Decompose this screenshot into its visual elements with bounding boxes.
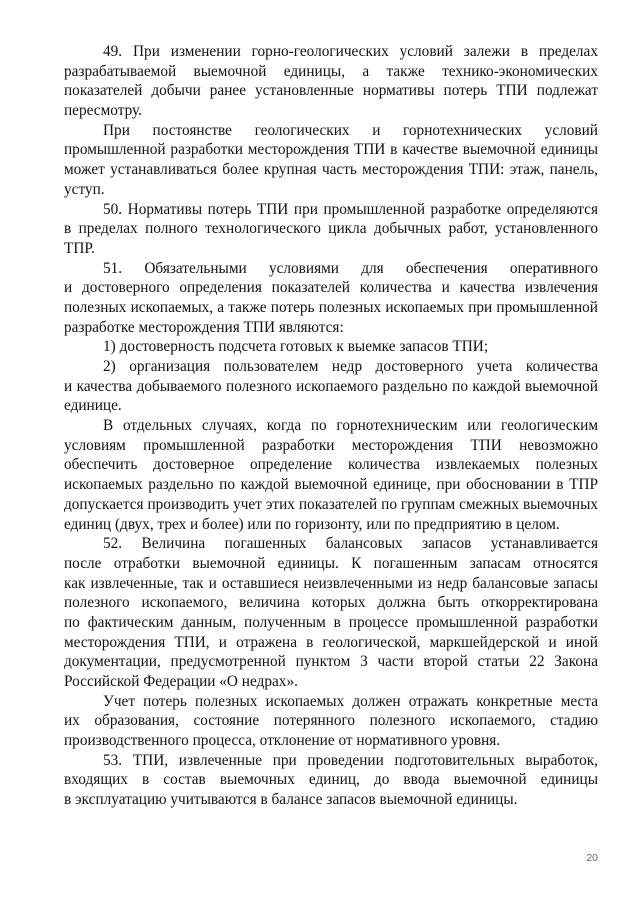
- text-line: Российской Федерации «О недрах».: [64, 673, 298, 690]
- text-line: 2) организация пользователем недр достоверного учета количества: [103, 358, 598, 375]
- text-line: 51. Обязательными условиями для обеспечения оперативного: [103, 259, 598, 277]
- text-line: разрабатываемой выемочной единицы, а также технико-экономических: [64, 62, 598, 80]
- text-line: как извлеченные, так и оставшиеся неизвлеченными из недр балансовые запасы: [64, 574, 598, 592]
- paragraph-51-exceptions: [64, 416, 598, 534]
- paragraph-50: [64, 200, 598, 259]
- text-line: единиц (двух, трех и более) или по горизонту, или по предприятию в целом.: [64, 515, 560, 533]
- text-line: разработке месторождения ТПИ являются:: [64, 318, 344, 336]
- text-line: 49. При изменении горно-геологических условий залежи в пределах: [103, 43, 598, 60]
- text-line: промышленной разработки месторождения ТПИ в качестве выемочной единицы: [64, 141, 598, 159]
- text-line: документации, предусмотренной пунктом 3 части второй статьи 22 Закона: [64, 653, 598, 671]
- paragraph-53: [64, 751, 598, 810]
- paragraph-49: [64, 42, 598, 121]
- text-line: 52. Величина погашенных балансовых запасов устанавливается: [103, 535, 598, 553]
- page-number: 20: [586, 852, 598, 864]
- text-line: в эксплуатацию учитываются в балансе запасов выемочной единицы.: [64, 791, 518, 809]
- text-line: в пределах полного технологического цикла добычных работ, установленного: [64, 220, 598, 238]
- text-line: 53. ТПИ, извлеченные при проведении подготовительных выработок,: [103, 751, 598, 769]
- list-item-2: [64, 357, 598, 416]
- text-line: входящих в состав выемочных единиц, до ввода выемочной единицы: [64, 771, 598, 789]
- list-item-1: [64, 337, 598, 357]
- paragraph-52: [64, 534, 598, 692]
- text-line: по фактическим данным, полученным в процессе промышленной разработки: [64, 613, 598, 631]
- text-line: В отдельных случаях, когда по горнотехническим или геологическим: [103, 417, 598, 435]
- text-line: месторождения ТПИ, и отражена в геологической, маркшейдерской и иной: [64, 633, 598, 651]
- text-line: 1) достоверность подсчета готовых к выемке запасов ТПИ;: [103, 338, 489, 356]
- text-line: единице.: [64, 397, 122, 415]
- text-line: полезных ископаемых, а также потерь полезных ископаемых при промышленной: [64, 298, 598, 316]
- text-line: и достоверного определения показателей количества и качества извлечения: [64, 279, 598, 297]
- text-line: их образования, состояние потерянного полезного ископаемого, стадию: [64, 712, 598, 730]
- text-line: и качества добываемого полезного ископаемого раздельно по каждой выемочной: [64, 377, 598, 395]
- paragraph-52-losses-accounting: [64, 692, 598, 751]
- text-line: ТПР.: [64, 239, 95, 257]
- text-line: после отработки выемочной единицы. К погашенным запасам относятся: [64, 554, 598, 572]
- paragraph-51: [64, 259, 598, 338]
- text-line: показателей добычи ранее установленные нормативы потерь ТПИ подлежат: [64, 82, 598, 100]
- text-line: Учет потерь полезных ископаемых должен отражать конкретные места: [103, 692, 598, 710]
- text-line: 50. Нормативы потерь ТПИ при промышленной разработке определяются: [103, 200, 598, 218]
- document-body: [64, 42, 598, 810]
- text-line: пересмотру.: [64, 102, 142, 120]
- text-line: производственного процесса, отклонение от нормативного уровня.: [64, 732, 501, 750]
- text-line: уступ.: [64, 180, 105, 198]
- text-line: условиям промышленной разработки месторождения ТПИ невозможно: [64, 436, 598, 454]
- text-line: допускается производить учет этих показателей по группам смежных выемочных: [64, 495, 598, 513]
- text-line: полезного ископаемого, величина которых должна быть откорректирована: [64, 594, 598, 612]
- text-line: может устанавливаться более крупная часть месторождения ТПИ: этаж, панель,: [64, 161, 598, 179]
- text-line: ископаемых раздельно по каждой выемочной единице, при обосновании в ТПР: [64, 476, 598, 494]
- text-line: При постоянстве геологических и горнотехнических условий: [103, 121, 598, 139]
- text-line: обеспечить достоверное определение количества извлекаемых полезных: [64, 456, 598, 474]
- paragraph-49-continuation: [64, 121, 598, 200]
